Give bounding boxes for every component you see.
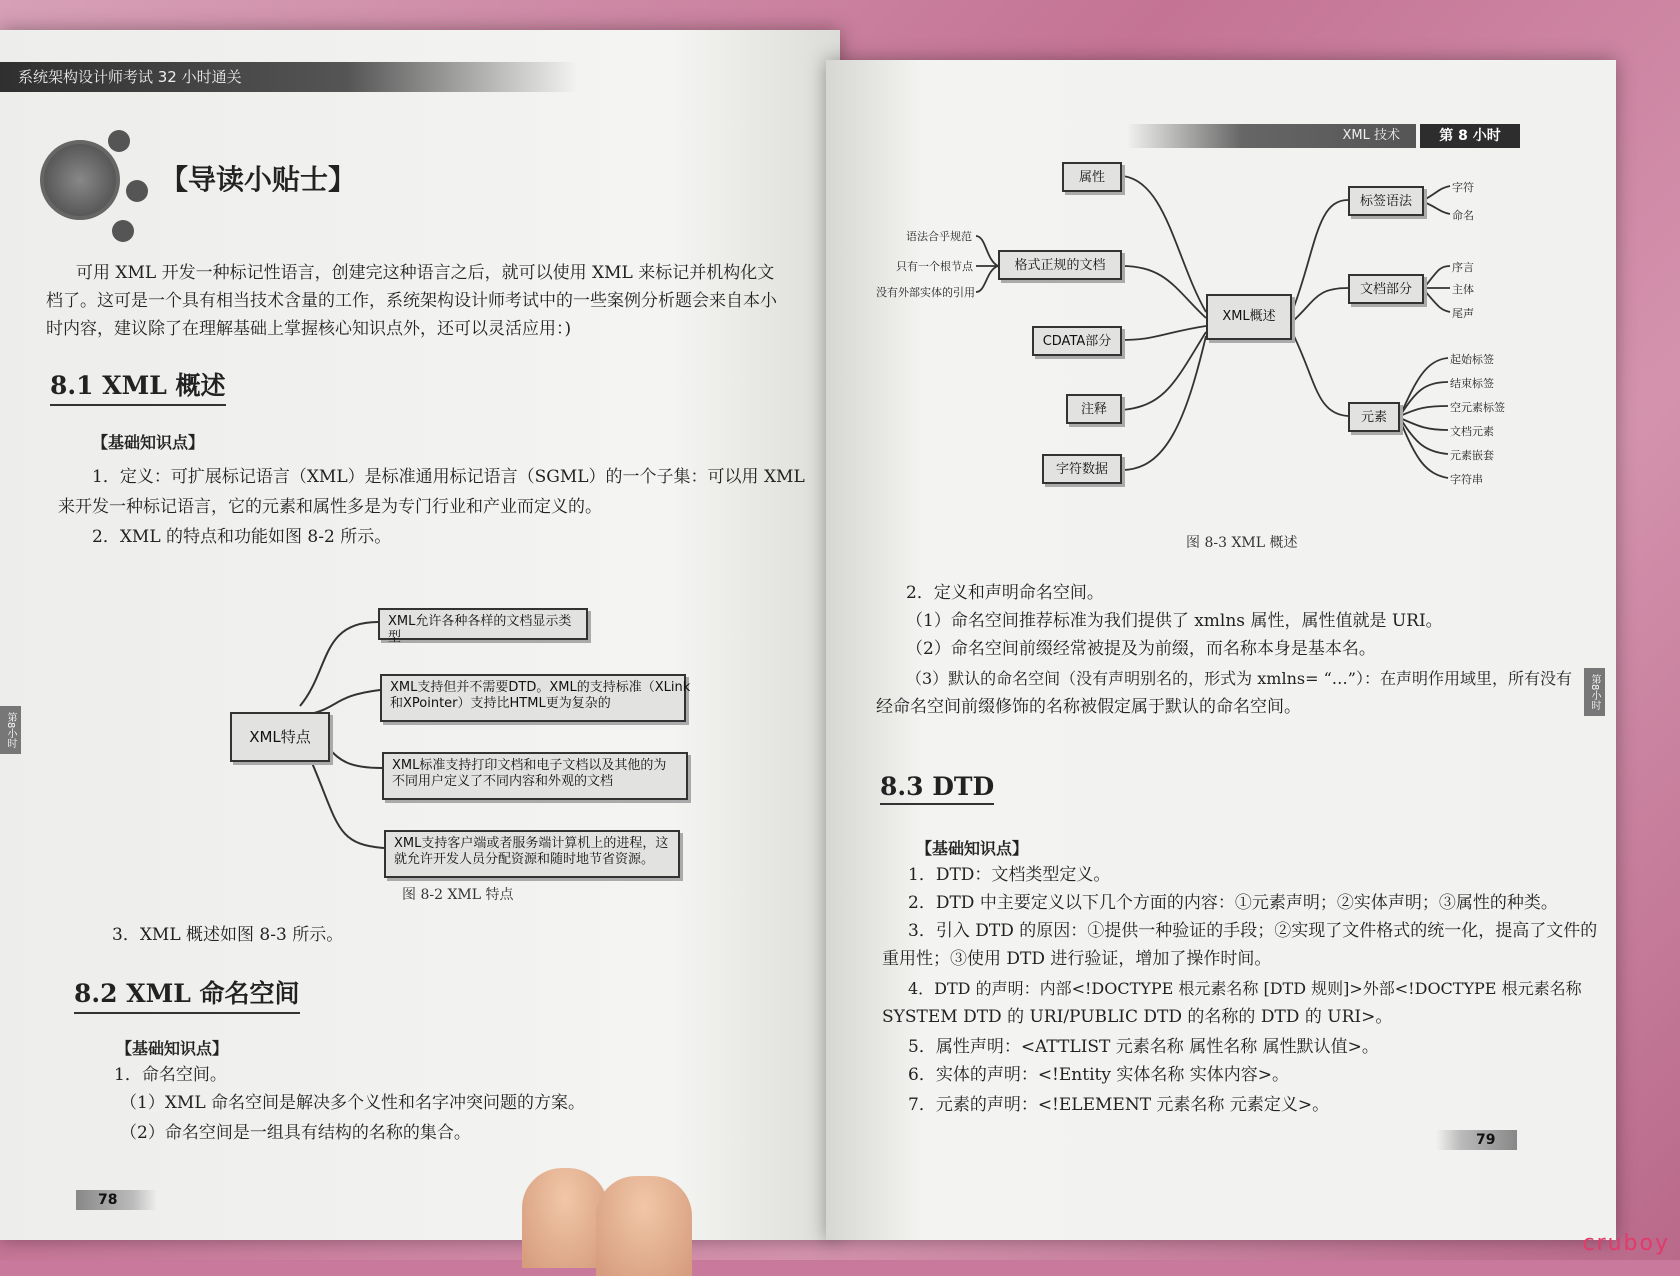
- body-line: 5．属性声明：<ATTLIST 元素名称 属性名称 属性默认值>。: [908, 1037, 1379, 1057]
- fig83-leaf: 起始标签: [1450, 353, 1494, 366]
- side-tab: 第8小时: [0, 706, 21, 754]
- running-header: 系统架构设计师考试 32 小时通关: [0, 62, 578, 92]
- fig83-node: 字符数据: [1042, 454, 1122, 484]
- fig83-caption: 图 8-3 XML 概述: [1186, 535, 1298, 551]
- side-tab: 第8小时: [1584, 668, 1605, 716]
- intro-line: 档了。这可是一个具有相当技术含量的工作，系统架构设计师考试中的一些案例分析题会来自本小: [46, 291, 777, 311]
- fig82-box: XML允许各种各样的文档显示类型: [378, 608, 588, 640]
- tip-small-icon: [126, 180, 148, 202]
- section-8-3-subheading: 【基础知识点】: [916, 839, 1029, 858]
- fig82-center-node: XML特点: [230, 712, 330, 762]
- fig83-leaf: 序言: [1452, 261, 1474, 274]
- fig83-node: 元素: [1348, 402, 1400, 432]
- fig82-box: XML标准支持打印文档和电子文档以及其他的为 不同用户定义了不同内容和外观的文档: [382, 752, 688, 800]
- header-hour: 第 8 小时: [1420, 124, 1520, 148]
- fig82-box: XML支持客户端或者服务端计算机上的进程，这 就允许开发人员分配资源和随时地节省资源。: [384, 830, 680, 878]
- fig83-node: 属性: [1062, 162, 1122, 192]
- tip-emblem-icon: [40, 140, 120, 220]
- body-line: 3．引入 DTD 的原因：①提供一种验证的手段；②实现了文件格式的统一化，提高了文件的: [908, 921, 1598, 941]
- header-topic: XML 技术: [1342, 128, 1400, 143]
- page-number: 78: [76, 1190, 157, 1210]
- section-8-3-title: 8.3 DTD: [880, 772, 994, 805]
- fig83-leaf: 字符串: [1450, 473, 1483, 486]
- fig83-leaf: 结束标签: [1450, 377, 1494, 390]
- intro-line: 可用 XML 开发一种标记性语言，创建完这种语言之后，就可以使用 XML 来标记并机构化文: [76, 263, 775, 283]
- body-line: SYSTEM DTD 的 URI/PUBLIC DTD 的名称的 DTD 的 URI>。: [882, 1007, 1393, 1027]
- body-line: 2．DTD 中主要定义以下几个方面的内容：①元素声明；②实体声明；③属性的种类。: [908, 893, 1558, 913]
- fig83-node: 文档部分: [1348, 274, 1424, 304]
- body-line: （2）命名空间前缀经常被提及为前缀，而名称本身是基本名。: [906, 639, 1376, 659]
- finger: [596, 1176, 692, 1276]
- fig82-box: XML支持但并不需要DTD。XML的支持标准（XLink 和XPointer）支持比HTML更为复杂的: [380, 674, 686, 722]
- body-line: 经命名空间前缀修饰的名称被假定属于默认的命名空间。: [876, 697, 1301, 717]
- body-line: 来开发一种标记语言，它的元素和属性多是为专门行业和产业而定义的。: [58, 497, 602, 517]
- fig83-leaf: 主体: [1452, 283, 1474, 296]
- section-8-2-subheading: 【基础知识点】: [116, 1039, 229, 1058]
- body-line: 1．命名空间。: [114, 1065, 227, 1085]
- body-line: 2．定义和声明命名空间。: [906, 583, 1104, 603]
- fig83-leaf: 元素嵌套: [1450, 449, 1494, 462]
- body-line: （2）命名空间是一组具有结构的名称的集合。: [120, 1123, 471, 1143]
- fig83-node: 标签语法: [1348, 186, 1424, 216]
- body-line: （1）XML 命名空间是解决多个义性和名字冲突问题的方案。: [120, 1093, 586, 1113]
- fig83-node: 格式正规的文档: [998, 250, 1122, 280]
- body-line: 2．XML 的特点和功能如图 8-2 所示。: [92, 527, 392, 547]
- section-8-2-title: 8.2 XML 命名空间: [74, 974, 300, 1014]
- right-page: [826, 60, 1616, 1240]
- body-line: 1．定义：可扩展标记语言（XML）是标准通用标记语言（SGML）的一个子集：可以用 XML: [92, 467, 805, 487]
- body-line: （3）默认的命名空间（没有声明别名的，形式为 xmlns= “…”）：在声明作用域里，所有没有: [906, 669, 1572, 688]
- tip-title: 【导读小贴士】: [160, 163, 357, 196]
- tip-small-icon: [112, 220, 134, 242]
- body-line: 7．元素的声明：<!ELEMENT 元素名称 元素定义>。: [908, 1095, 1330, 1115]
- section-8-1-subheading: 【基础知识点】: [92, 433, 205, 452]
- body-line: 4．DTD 的声明：内部<!DOCTYPE 根元素名称 [DTD 规则]>外部<!DOCTYPE 根元素名称: [908, 979, 1582, 998]
- body-line: （1）命名空间推荐标准为我们提供了 xmlns 属性，属性值就是 URI。: [906, 611, 1443, 631]
- body-line: 1．DTD：文档类型定义。: [908, 865, 1111, 885]
- fig83-leaf: 字符: [1452, 181, 1474, 194]
- left-page: [0, 30, 840, 1240]
- intro-line: 时内容，建议除了在理解基础上掌握核心知识点外，还可以灵活应用：): [46, 319, 572, 339]
- watermark: cruboy: [1582, 1231, 1670, 1256]
- fig83-leaf: 文档元素: [1450, 425, 1494, 438]
- tip-small-icon: [108, 130, 130, 152]
- fig83-leaf: 没有外部实体的引用: [876, 286, 975, 299]
- body-line: 6．实体的声明：<!Entity 实体名称 实体内容>。: [908, 1065, 1290, 1085]
- fig83-leaf: 尾声: [1452, 307, 1474, 320]
- section-8-1-title: 8.1 XML 概述: [50, 366, 226, 406]
- fig83-leaf: 命名: [1452, 209, 1474, 222]
- fig83-node: CDATA部分: [1032, 326, 1122, 356]
- body-line: 3．XML 概述如图 8-3 所示。: [112, 925, 344, 945]
- fig83-leaf: 空元素标签: [1450, 401, 1505, 414]
- fig83-center-node: XML概述: [1206, 294, 1292, 340]
- header-topic-band: [1126, 124, 1416, 148]
- page-number: 79: [1436, 1130, 1517, 1150]
- body-line: 重用性；③使用 DTD 进行验证，增加了操作时间。: [882, 949, 1272, 969]
- fig83-leaf: 语法合乎规范: [906, 230, 972, 243]
- fig83-node: 注释: [1066, 394, 1122, 424]
- fig82-caption: 图 8-2 XML 特点: [402, 887, 514, 903]
- fig83-leaf: 只有一个根节点: [896, 260, 973, 273]
